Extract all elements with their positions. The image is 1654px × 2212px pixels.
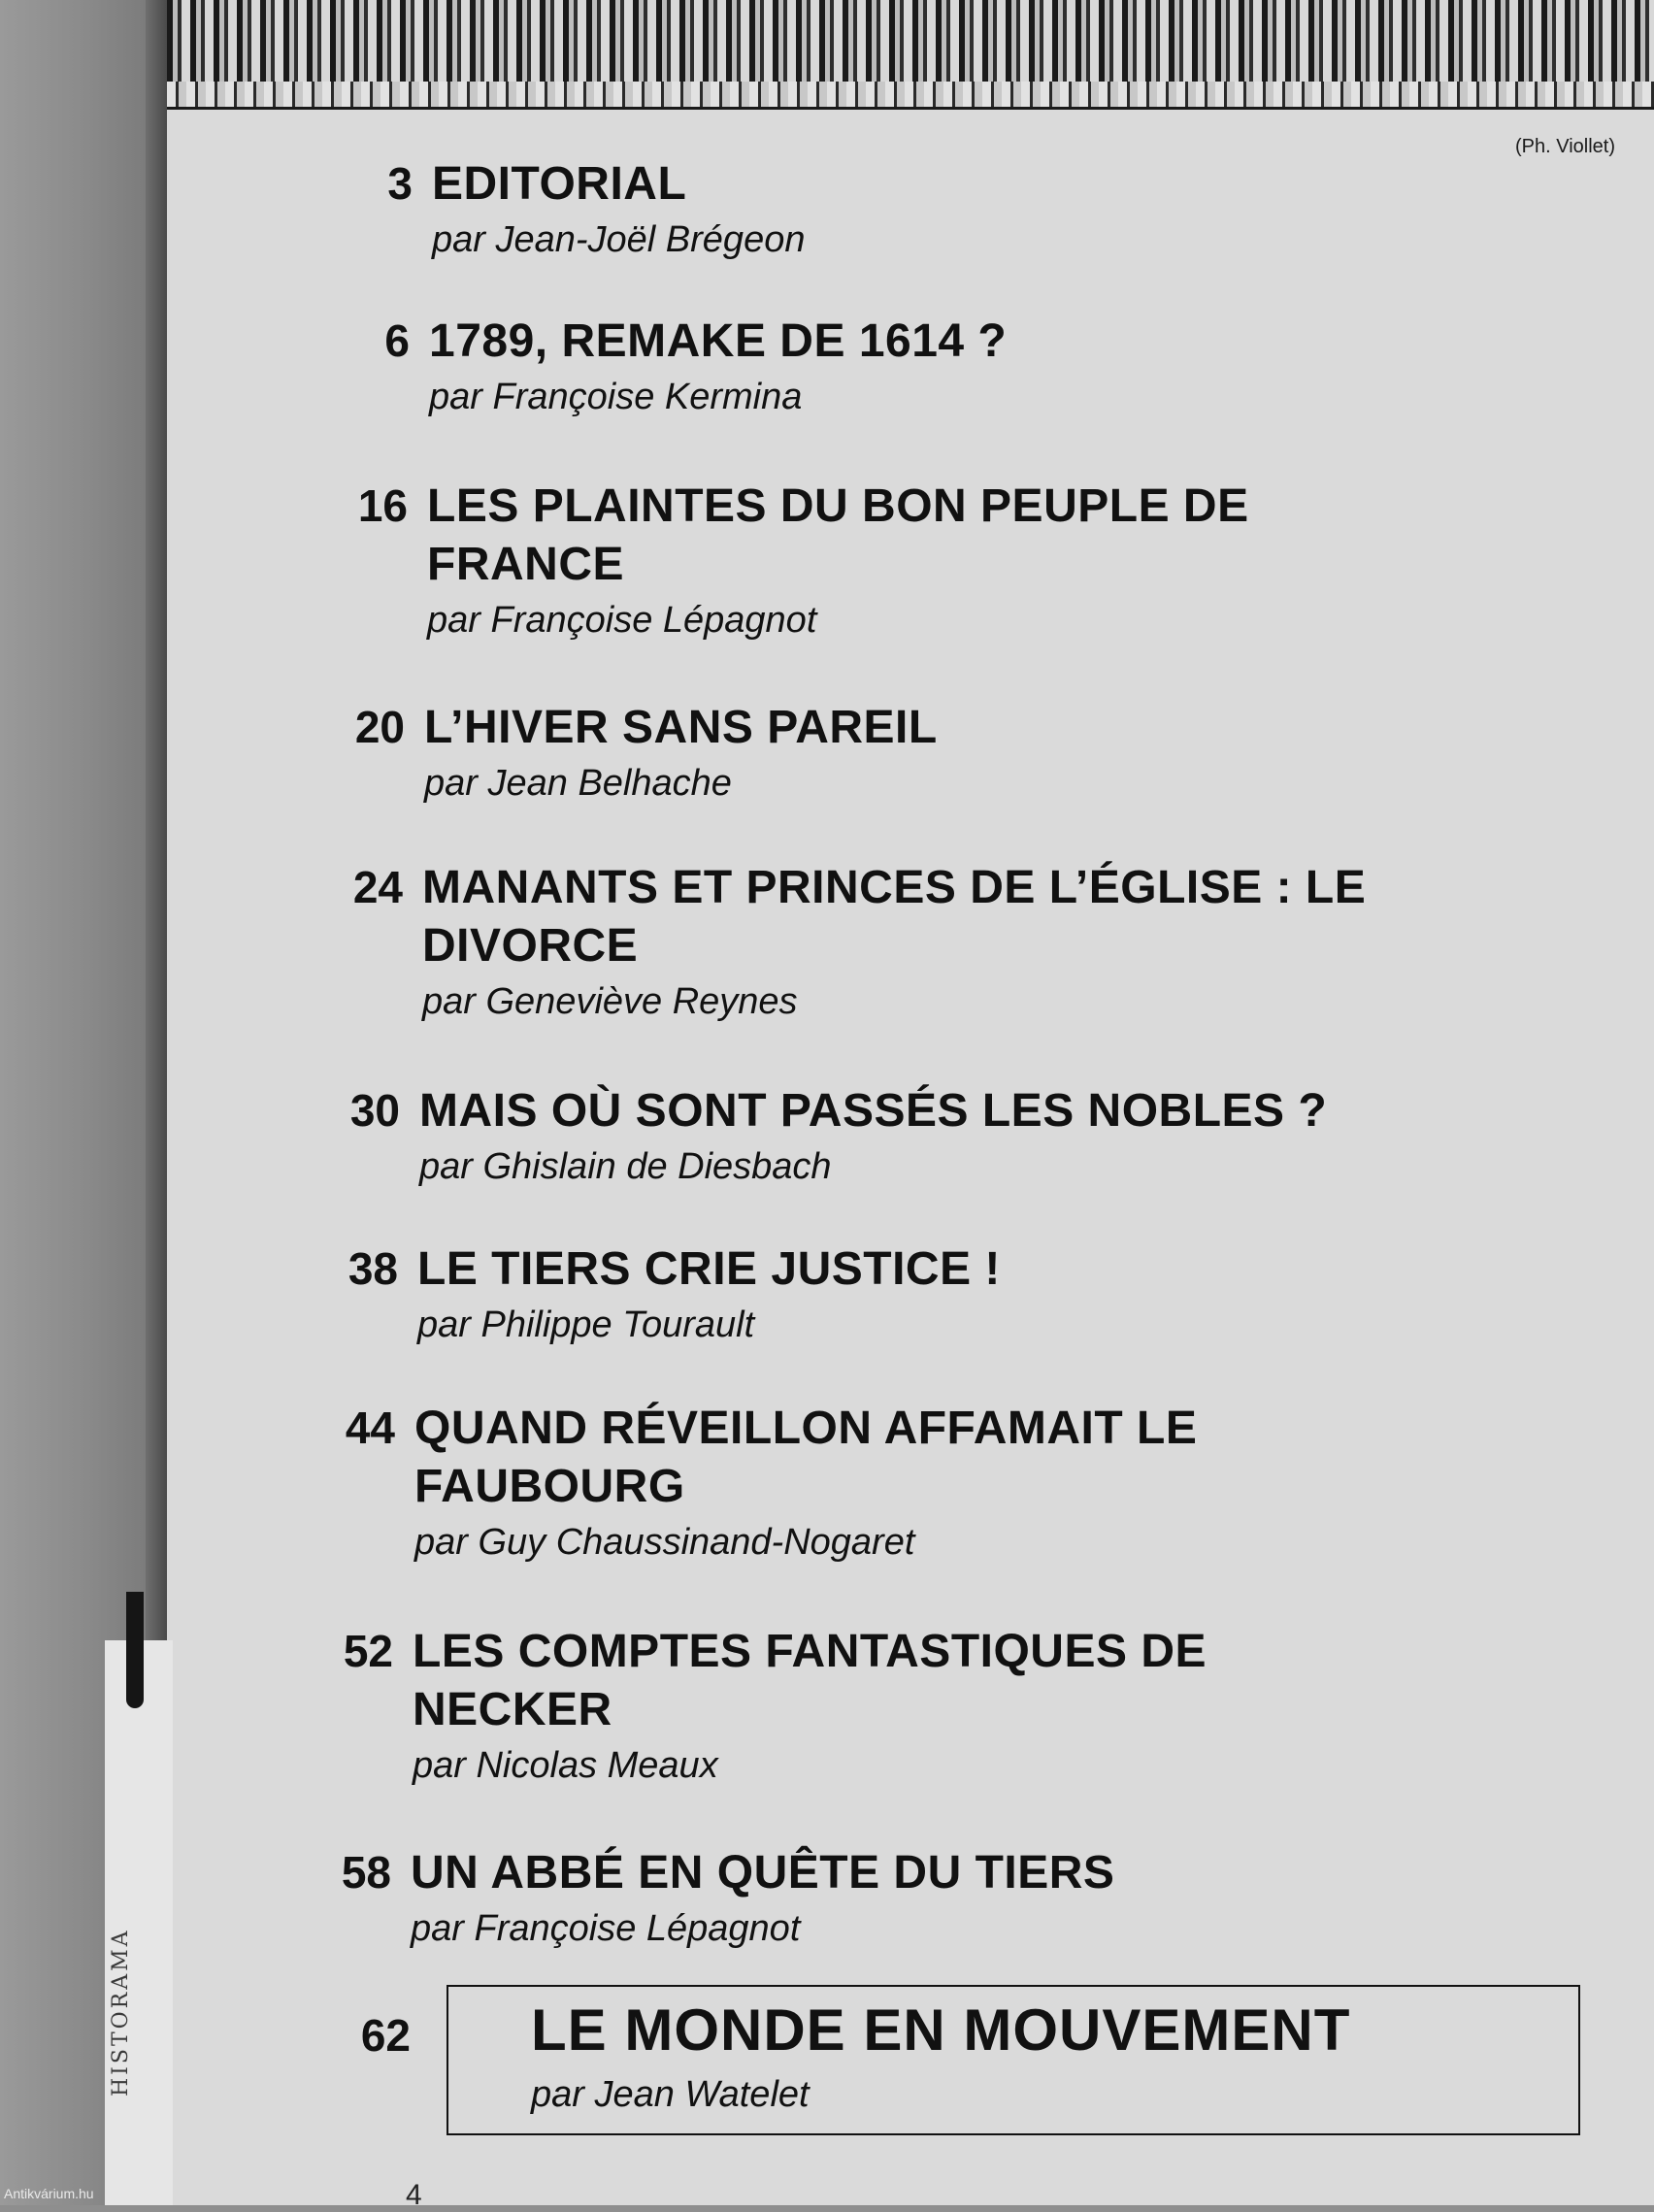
featured-title: LE MONDE EN MOUVEMENT [531, 1997, 1351, 2063]
featured-page-number: 62 [360, 2010, 411, 2061]
toc-author: par Ghislain de Diesbach [419, 1146, 832, 1187]
featured-section-box[interactable] [447, 1985, 1580, 2135]
toc-author: par Françoise Lépagnot [427, 600, 817, 641]
toc-title: EDITORIAL [432, 158, 687, 210]
toc-title: LES PLAINTES DU BON PEUPLE DE FRANCE [427, 480, 1249, 590]
featured-author: par Jean Watelet [531, 2074, 810, 2115]
toc-author: par Jean Belhache [424, 763, 732, 804]
toc-author: par Philippe Tourault [417, 1304, 755, 1345]
toc-page-number: 52 [343, 1626, 393, 1676]
photo-credit: (Ph. Viollet) [1514, 136, 1615, 157]
toc-page-number: 16 [357, 480, 408, 531]
toc-author: par Guy Chaussinand-Nogaret [414, 1522, 915, 1563]
toc-author: par Françoise Kermina [429, 377, 803, 417]
toc-page-number: 24 [352, 862, 403, 912]
toc-author: par Geneviève Reynes [422, 981, 798, 1022]
toc-title: UN ABBÉ EN QUÊTE DU TIERS [411, 1847, 1115, 1898]
toc-title: LE TIERS CRIE JUSTICE ! [417, 1243, 1001, 1295]
page-folio: 4 [406, 2179, 422, 2211]
toc-page-number: 3 [387, 158, 413, 209]
toc-title: 1789, REMAKE DE 1614 ? [429, 315, 1008, 367]
spine-label: HISTORAMA [109, 1928, 133, 2096]
toc-title: MAIS OÙ SONT PASSÉS LES NOBLES ? [419, 1085, 1328, 1137]
toc-page-number: 38 [347, 1243, 398, 1294]
toc-page-number: 58 [341, 1847, 391, 1898]
toc-title: QUAND RÉVEILLON AFFAMAIT LE FAUBOURG [414, 1403, 1198, 1512]
toc-title: LES COMPTES FANTASTIQUES DE NECKER [413, 1626, 1207, 1735]
toc-title: MANANTS ET PRINCES DE L’ÉGLISE : LE DIVORCE [422, 862, 1367, 972]
toc-page-number: 30 [349, 1085, 400, 1136]
watermark: Antikvárium.hu [4, 2186, 94, 2201]
toc-page-number: 6 [384, 315, 410, 366]
toc-page-number: 44 [345, 1403, 395, 1453]
toc-page-number: 20 [354, 702, 405, 752]
toc-author: par Françoise Lépagnot [411, 1908, 801, 1949]
toc-author: par Nicolas Meaux [413, 1745, 718, 1786]
toc-title: L’HIVER SANS PAREIL [424, 702, 938, 753]
toc-author: par Jean-Joël Brégeon [432, 219, 806, 260]
